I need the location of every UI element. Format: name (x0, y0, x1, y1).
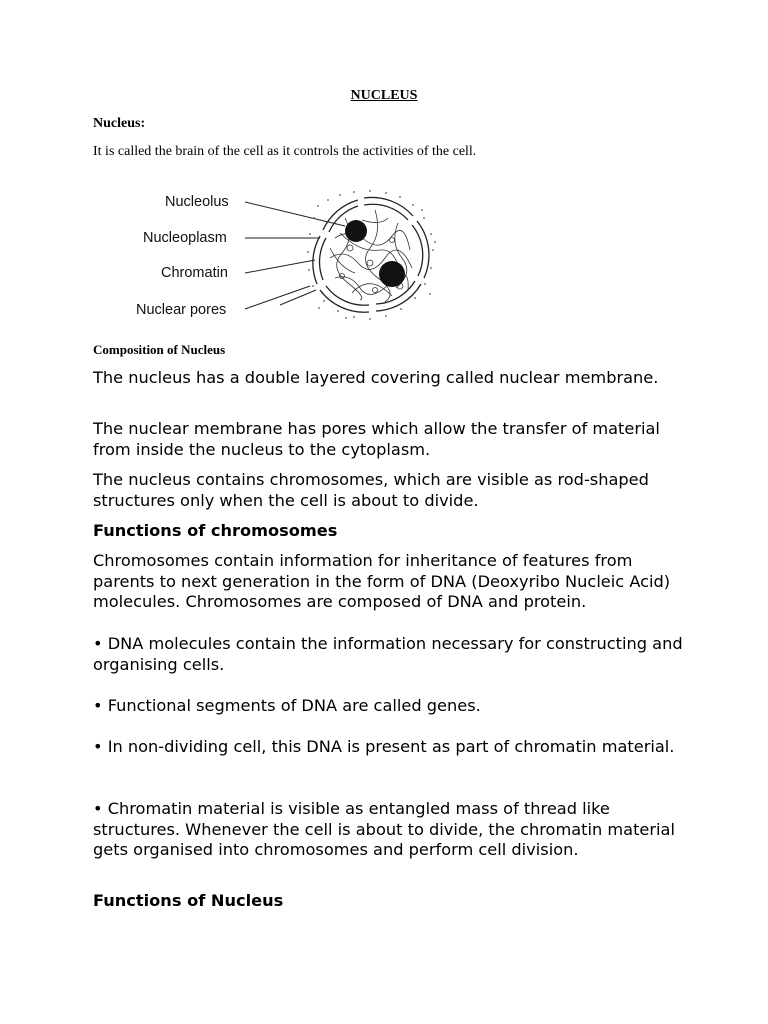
label-nucleolus: Nucleolus (165, 194, 229, 210)
intro-heading: Nucleus: (93, 116, 146, 131)
composition-paragraph-3: The nucleus contains chromosomes, which are visible as rod-shaped structures only when the cell is about to divide. (93, 470, 649, 510)
intro-text: It is called the brain of the cell as it controls the activities of the cell. (93, 144, 477, 159)
label-chromatin: Chromatin (161, 265, 228, 281)
composition-paragraph-1: The nucleus has a double layered covering called nuclear membrane. (93, 368, 659, 387)
nucleus-functions-heading: Functions of Nucleus (93, 891, 284, 910)
composition-paragraph-2: The nuclear membrane has pores which allow the transfer of material from inside the nucleus to the cytoplasm. (93, 419, 660, 459)
label-nucleoplasm: Nucleoplasm (143, 230, 227, 246)
label-nuclear-pores: Nuclear pores (136, 302, 227, 318)
chromosome-bullet-1: • DNA molecules contain the information necessary for constructing and organising cells. (93, 634, 683, 674)
chromosome-bullet-2: • Functional segments of DNA are called genes. (93, 696, 481, 715)
composition-heading: Composition of Nucleus (93, 342, 226, 357)
chromosome-bullet-4: • Chromatin material is visible as entangled mass of thread like structures. Whenever the cell is about to divide, the chromatin material gets organised into chromosomes and perform cell division. (93, 799, 675, 860)
chromosome-bullet-3: • In non-dividing cell, this DNA is present as part of chromatin material. (93, 737, 675, 756)
nuclear-membrane (313, 197, 429, 312)
chromosomes-heading: Functions of chromosomes (93, 521, 338, 540)
chromatin-network (330, 210, 412, 302)
page-title: NUCLEUS (350, 88, 418, 103)
nucleus-diagram (130, 178, 450, 328)
cytoplasm-dots (307, 190, 436, 320)
chromosomes-intro: Chromosomes contain information for inheritance of features from parents to next generation in the form of DNA (Deoxyribo Nucleic Acid) molecules. Chromosomes are composed of DNA and protein. (93, 551, 671, 612)
